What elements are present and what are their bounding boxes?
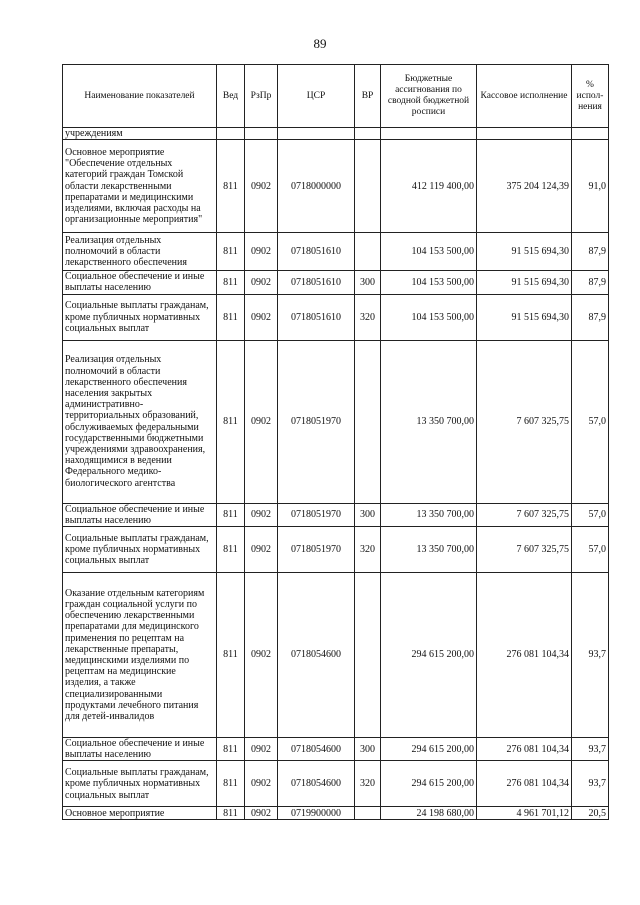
- cell-cash: 4 961 701,12: [477, 807, 572, 820]
- cell-budget: 294 615 200,00: [381, 761, 477, 807]
- cell-percent: 57,0: [572, 340, 609, 503]
- cell-ved: 811: [217, 233, 245, 271]
- cell-percent: 87,9: [572, 271, 609, 294]
- budget-execution-table: [62, 64, 609, 820]
- cell-name: учреждениям: [63, 128, 217, 140]
- table-row: [63, 294, 609, 340]
- cell-budget: 294 615 200,00: [381, 738, 477, 761]
- cell-percent: 87,9: [572, 233, 609, 271]
- cell-budget: 104 153 500,00: [381, 294, 477, 340]
- cell-budget: 104 153 500,00: [381, 233, 477, 271]
- cell-vr: [355, 807, 381, 820]
- cell-csr: 0718051970: [278, 340, 355, 503]
- table-header-row: [63, 65, 609, 128]
- cell-ved: 811: [217, 807, 245, 820]
- header-percent: % испол-нения: [572, 65, 609, 128]
- cell-budget: 104 153 500,00: [381, 271, 477, 294]
- table-row: [63, 761, 609, 807]
- cell-cash: 7 607 325,75: [477, 340, 572, 503]
- cell-percent: 93,7: [572, 761, 609, 807]
- cell-cash: 276 081 104,34: [477, 573, 572, 738]
- cell-name: Основное мероприятие "Обеспечение отдельных категорий граждан Томской области лекарственными препаратами и медицинскими изделиями, включая расходы на организационные мероприятия": [63, 140, 217, 233]
- table-row: [63, 738, 609, 761]
- cell-cash: 276 081 104,34: [477, 738, 572, 761]
- header-budget: Бюджетные ассигнования по сводной бюджетной росписи: [381, 65, 477, 128]
- cell-ved: 811: [217, 573, 245, 738]
- cell-rzpr: 0902: [245, 294, 278, 340]
- header-ved: Вед: [217, 65, 245, 128]
- cell-ved: 811: [217, 761, 245, 807]
- cell-name: Основное мероприятие: [63, 807, 217, 820]
- cell-name: Социальные выплаты гражданам, кроме публичных нормативных социальных выплат: [63, 294, 217, 340]
- cell-cash: 91 515 694,30: [477, 271, 572, 294]
- cell-percent: 93,7: [572, 573, 609, 738]
- cell-percent: 91,0: [572, 140, 609, 233]
- cell-rzpr: 0902: [245, 140, 278, 233]
- cell-name: Социальные выплаты гражданам, кроме публичных нормативных социальных выплат: [63, 527, 217, 573]
- table-row: [63, 340, 609, 503]
- table-row: [63, 128, 609, 140]
- cell-cash: 7 607 325,75: [477, 503, 572, 526]
- cell-rzpr: 0902: [245, 527, 278, 573]
- cell-ved: 811: [217, 503, 245, 526]
- cell-rzpr: 0902: [245, 738, 278, 761]
- table-row: [63, 807, 609, 820]
- page-number: 89: [313, 36, 327, 51]
- cell-cash: [477, 128, 572, 140]
- cell-csr: 0718054600: [278, 761, 355, 807]
- cell-name: Социальные выплаты гражданам, кроме публичных нормативных социальных выплат: [63, 761, 217, 807]
- cell-budget: 13 350 700,00: [381, 503, 477, 526]
- table-row: [63, 527, 609, 573]
- cell-rzpr: 0902: [245, 233, 278, 271]
- cell-vr: [355, 573, 381, 738]
- cell-ved: 811: [217, 738, 245, 761]
- cell-vr: 320: [355, 294, 381, 340]
- cell-csr: 0718051970: [278, 527, 355, 573]
- cell-budget: [381, 128, 477, 140]
- cell-budget: 294 615 200,00: [381, 573, 477, 738]
- cell-rzpr: 0902: [245, 503, 278, 526]
- cell-csr: 0718051610: [278, 271, 355, 294]
- cell-csr: 0718054600: [278, 738, 355, 761]
- table-row: [63, 503, 609, 526]
- header-csr: ЦСР: [278, 65, 355, 128]
- cell-vr: [355, 128, 381, 140]
- cell-budget: 13 350 700,00: [381, 527, 477, 573]
- table-row: [63, 233, 609, 271]
- cell-cash: 91 515 694,30: [477, 233, 572, 271]
- cell-name: Оказание отдельным категориям граждан социальной услуги по обеспечению лекарственными препаратами для медицинского применения по рецептам на лекарственные препараты, медицинскими изделиями по рецептам на медицинские изделия, а также специализированными продуктами лечебного питания для детей-инвалидов: [63, 573, 217, 738]
- table-row: [63, 140, 609, 233]
- cell-percent: 93,7: [572, 738, 609, 761]
- cell-ved: 811: [217, 140, 245, 233]
- cell-rzpr: 0902: [245, 573, 278, 738]
- cell-csr: 0718051610: [278, 294, 355, 340]
- cell-percent: 57,0: [572, 527, 609, 573]
- cell-budget: 13 350 700,00: [381, 340, 477, 503]
- cell-rzpr: 0902: [245, 271, 278, 294]
- cell-vr: 300: [355, 271, 381, 294]
- cell-name: Реализация отдельных полномочий в области лекарственного обеспечения: [63, 233, 217, 271]
- cell-name: Социальное обеспечение и иные выплаты населению: [63, 738, 217, 761]
- cell-budget: 412 119 400,00: [381, 140, 477, 233]
- cell-vr: 320: [355, 527, 381, 573]
- table-row: [63, 573, 609, 738]
- cell-ved: 811: [217, 527, 245, 573]
- cell-csr: 0718051610: [278, 233, 355, 271]
- cell-name: Реализация отдельных полномочий в области лекарственного обеспечения населения закрытых административно-территориальных образований, обслуживаемых федеральными государственными бюджетными учреждениями здравоохранения, находящимися в ведении Федерального медико-биологического агентства: [63, 340, 217, 503]
- cell-vr: 300: [355, 503, 381, 526]
- cell-csr: 0719900000: [278, 807, 355, 820]
- header-cash: Кассовое исполнение: [477, 65, 572, 128]
- cell-csr: 0718000000: [278, 140, 355, 233]
- cell-ved: [217, 128, 245, 140]
- cell-percent: 87,9: [572, 294, 609, 340]
- cell-rzpr: [245, 128, 278, 140]
- cell-percent: 57,0: [572, 503, 609, 526]
- cell-csr: 0718054600: [278, 573, 355, 738]
- cell-csr: 0718051970: [278, 503, 355, 526]
- cell-cash: 91 515 694,30: [477, 294, 572, 340]
- cell-ved: 811: [217, 294, 245, 340]
- cell-vr: 300: [355, 738, 381, 761]
- header-vr: ВР: [355, 65, 381, 128]
- cell-percent: [572, 128, 609, 140]
- cell-vr: [355, 233, 381, 271]
- header-name: Наименование показателей: [63, 65, 217, 128]
- cell-vr: 320: [355, 761, 381, 807]
- header-rzpr: РзПр: [245, 65, 278, 128]
- cell-name: Социальное обеспечение и иные выплаты населению: [63, 503, 217, 526]
- cell-ved: 811: [217, 271, 245, 294]
- cell-csr: [278, 128, 355, 140]
- cell-cash: 276 081 104,34: [477, 761, 572, 807]
- cell-name: Социальное обеспечение и иные выплаты населению: [63, 271, 217, 294]
- cell-cash: 375 204 124,39: [477, 140, 572, 233]
- cell-ved: 811: [217, 340, 245, 503]
- cell-percent: 20,5: [572, 807, 609, 820]
- cell-budget: 24 198 680,00: [381, 807, 477, 820]
- cell-rzpr: 0902: [245, 340, 278, 503]
- cell-rzpr: 0902: [245, 807, 278, 820]
- table-row: [63, 271, 609, 294]
- cell-cash: 7 607 325,75: [477, 527, 572, 573]
- cell-vr: [355, 140, 381, 233]
- cell-rzpr: 0902: [245, 761, 278, 807]
- cell-vr: [355, 340, 381, 503]
